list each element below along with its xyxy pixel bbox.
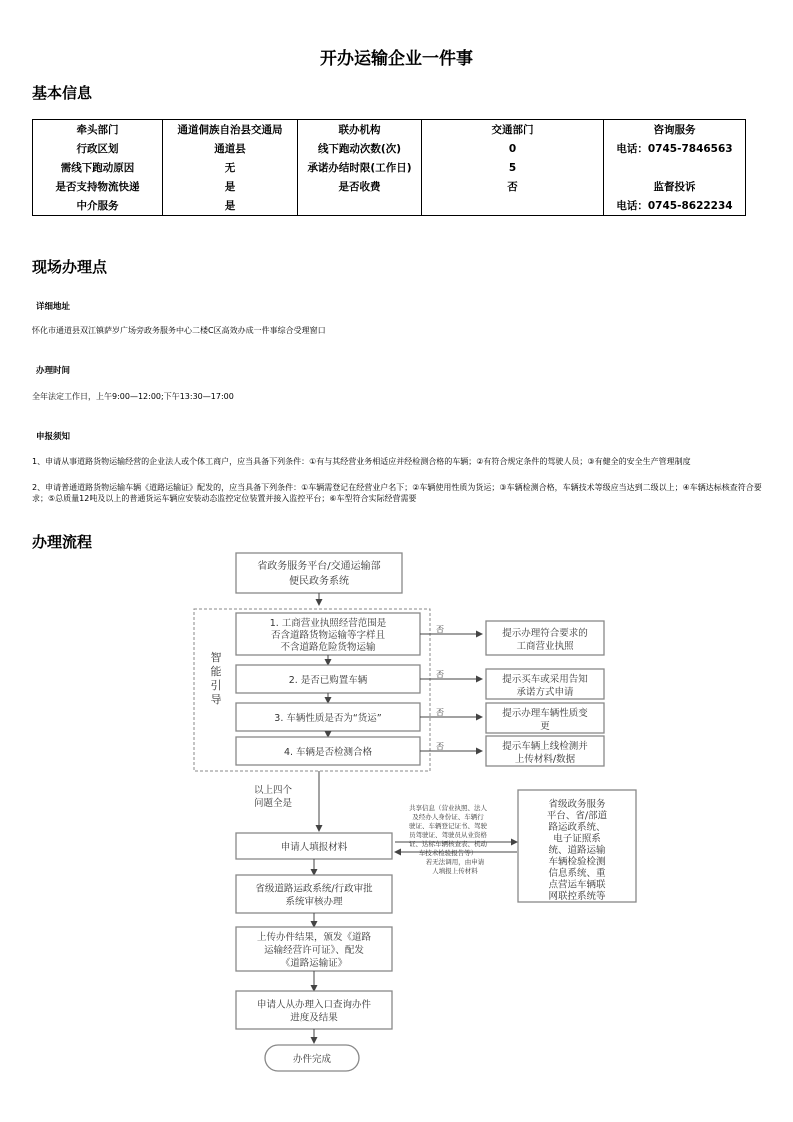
systems-text: 网联控系统等 <box>548 891 606 902</box>
info-cell: 联办机构 <box>298 120 422 140</box>
basic-info-table <box>32 119 746 216</box>
info-cell: 0 <box>422 139 604 158</box>
systems-text: 电子证照系 <box>553 833 601 845</box>
check-text: 1. 工商营业执照经营范围是 <box>269 618 387 629</box>
info-cell: 无 <box>163 158 298 177</box>
info-cell: 是否支持物流快递 <box>33 177 163 196</box>
share-note: 员驾驶证、驾驶员从业资格 <box>409 831 487 839</box>
guide-label: 能 <box>210 665 222 678</box>
notes-label: 申报须知 <box>36 432 71 442</box>
step-text: 申请人从办理入口查询办件 <box>256 999 372 1011</box>
hint-text: 上传材料/数据 <box>514 754 576 765</box>
check-text: 4. 车辆是否检测合格 <box>283 747 373 758</box>
info-cell <box>298 196 422 216</box>
systems-text: 省级政务服务 <box>548 799 606 810</box>
share-note: 证、达标车辆核查表、机动 <box>409 840 487 848</box>
info-cell: 牵头部门 <box>33 120 163 140</box>
hours-label: 办理时间 <box>36 366 71 376</box>
info-row <box>33 158 746 177</box>
info-cell: 通道县 <box>163 139 298 158</box>
hint-text: 提示办理车辆性质变 <box>502 708 588 719</box>
hint-text: 提示办理符合要求的 <box>502 628 588 639</box>
systems-text: 平台、省/部道 <box>546 810 608 822</box>
section-title-basic-info: 基本信息 <box>32 84 93 102</box>
check-text: 不含道路危险货物运输 <box>280 642 376 653</box>
all-yes-text: 问题全是 <box>254 798 293 809</box>
all-yes-text: 以上四个 <box>254 785 293 796</box>
check-text: 3. 车辆性质是否为“货运” <box>274 713 382 724</box>
step-text: 省级道路运政系统/行政审批 <box>255 883 373 895</box>
hint-text: 提示车辆上线检测并 <box>502 741 588 752</box>
info-cell: 线下跑动次数(次) <box>298 139 422 158</box>
step-text: 上传办件结果，颁发《道路 <box>256 932 372 943</box>
page-title: 开办运输企业一件事 <box>320 49 473 69</box>
info-row <box>33 120 746 140</box>
info-row <box>33 139 746 158</box>
info-cell: 中介服务 <box>33 196 163 216</box>
address-label: 详细地址 <box>36 302 71 312</box>
end-text: 办件完成 <box>292 1054 332 1065</box>
hint-text: 承诺方式申请 <box>516 687 574 698</box>
hint-text: 提示买车或采用告知 <box>502 674 588 685</box>
section-title-flow: 办理流程 <box>32 533 93 551</box>
info-cell <box>604 158 746 177</box>
info-cell: 否 <box>422 177 604 196</box>
guide-label: 导 <box>210 693 222 706</box>
systems-text: 路运政系统、 <box>548 822 606 833</box>
start-text: 便民政务系统 <box>289 576 349 587</box>
note-1: 1、申请从事道路货物运输经营的企业法人或个体工商户，应当具备下列条件：①有与其经营业务相适应并经检测合格的车辆；②有符合规定条件的驾驶人员；③有健全的安全生产管理制度 <box>32 457 691 466</box>
systems-text: 车辆检验检测 <box>548 856 606 868</box>
fallback-note: 若无法调用，由申请 <box>425 858 485 866</box>
systems-text: 统、道路运输 <box>548 845 606 856</box>
address-text: 怀化市通道县双江镇萨岁广场旁政务服务中心二楼C区高效办成一件事综合受理窗口 <box>32 326 326 335</box>
systems-text: 点营运车辆联 <box>548 879 606 891</box>
info-cell: 通道侗族自治县交通局 <box>163 120 298 140</box>
process-flowchart <box>0 545 793 1085</box>
share-note: 及经办人身份证、车辆行 <box>412 813 484 821</box>
info-cell: 是否收费 <box>298 177 422 196</box>
start-text: 省政务服务平台/交通运输部 <box>257 561 381 572</box>
info-cell: 监督投诉 <box>604 177 746 196</box>
note-2: 2、申请普通道路货物运输车辆《道路运输证》配发的，应当具备下列条件：①车辆需登记在经营业户名下；②车辆使用性质为货运；③车辆检测合格，车辆技术等级应当达到二级以上；④车辆达标核查符合要求；⑤总质量12吨及以上的普通货运车辆应安装动态监控定位装置并接入监控平台；⑥车型符合实际经营需要 <box>32 483 762 503</box>
info-cell: 是 <box>163 196 298 216</box>
share-note: 驶证、车辆登记证书、驾驶 <box>409 822 487 830</box>
info-cell: 电话：0745-8622234 <box>604 196 746 216</box>
fallback-note: 人填报上传材料 <box>432 867 478 875</box>
systems-text: 信息系统、重 <box>548 868 606 879</box>
start-box <box>236 553 402 593</box>
no-label: 否 <box>436 670 444 679</box>
info-cell: 交通部门 <box>422 120 604 140</box>
info-cell <box>422 196 604 216</box>
guide-label: 引 <box>210 679 222 692</box>
info-cell: 行政区划 <box>33 139 163 158</box>
guide-label: 智 <box>210 651 222 664</box>
check-text: 否含道路货物运输等字样且 <box>270 630 386 641</box>
section-title-onsite: 现场办理点 <box>32 258 108 276</box>
no-label: 否 <box>436 742 444 751</box>
step-text: 《道路运输证》 <box>280 958 348 969</box>
step-text: 进度及结果 <box>290 1012 338 1024</box>
step-text: 系统审核办理 <box>285 896 343 908</box>
step-text: 运输经营许可证》、配发 <box>264 945 364 956</box>
no-label: 否 <box>436 708 444 717</box>
info-row <box>33 177 746 196</box>
info-cell: 电话：0745-7846563 <box>604 139 746 158</box>
info-cell: 是 <box>163 177 298 196</box>
info-row <box>33 196 746 216</box>
info-cell: 5 <box>422 158 604 177</box>
hint-text: 工商营业执照 <box>516 641 574 652</box>
info-cell: 咨询服务 <box>604 120 746 140</box>
info-cell: 承诺办结时限(工作日) <box>298 158 422 177</box>
hint-text: 更 <box>540 721 550 732</box>
step-text: 申请人填报材料 <box>280 842 348 853</box>
share-note: 车技术检验报告等） <box>418 849 478 857</box>
info-cell: 需线下跑动原因 <box>33 158 163 177</box>
hours-text: 全年法定工作日，上午9:00—12:00;下午13:30—17:00 <box>32 392 234 401</box>
check-text: 2. 是否已购置车辆 <box>288 675 368 686</box>
share-note: 共享信息（营业执照、法人 <box>409 804 487 812</box>
no-label: 否 <box>436 625 444 634</box>
